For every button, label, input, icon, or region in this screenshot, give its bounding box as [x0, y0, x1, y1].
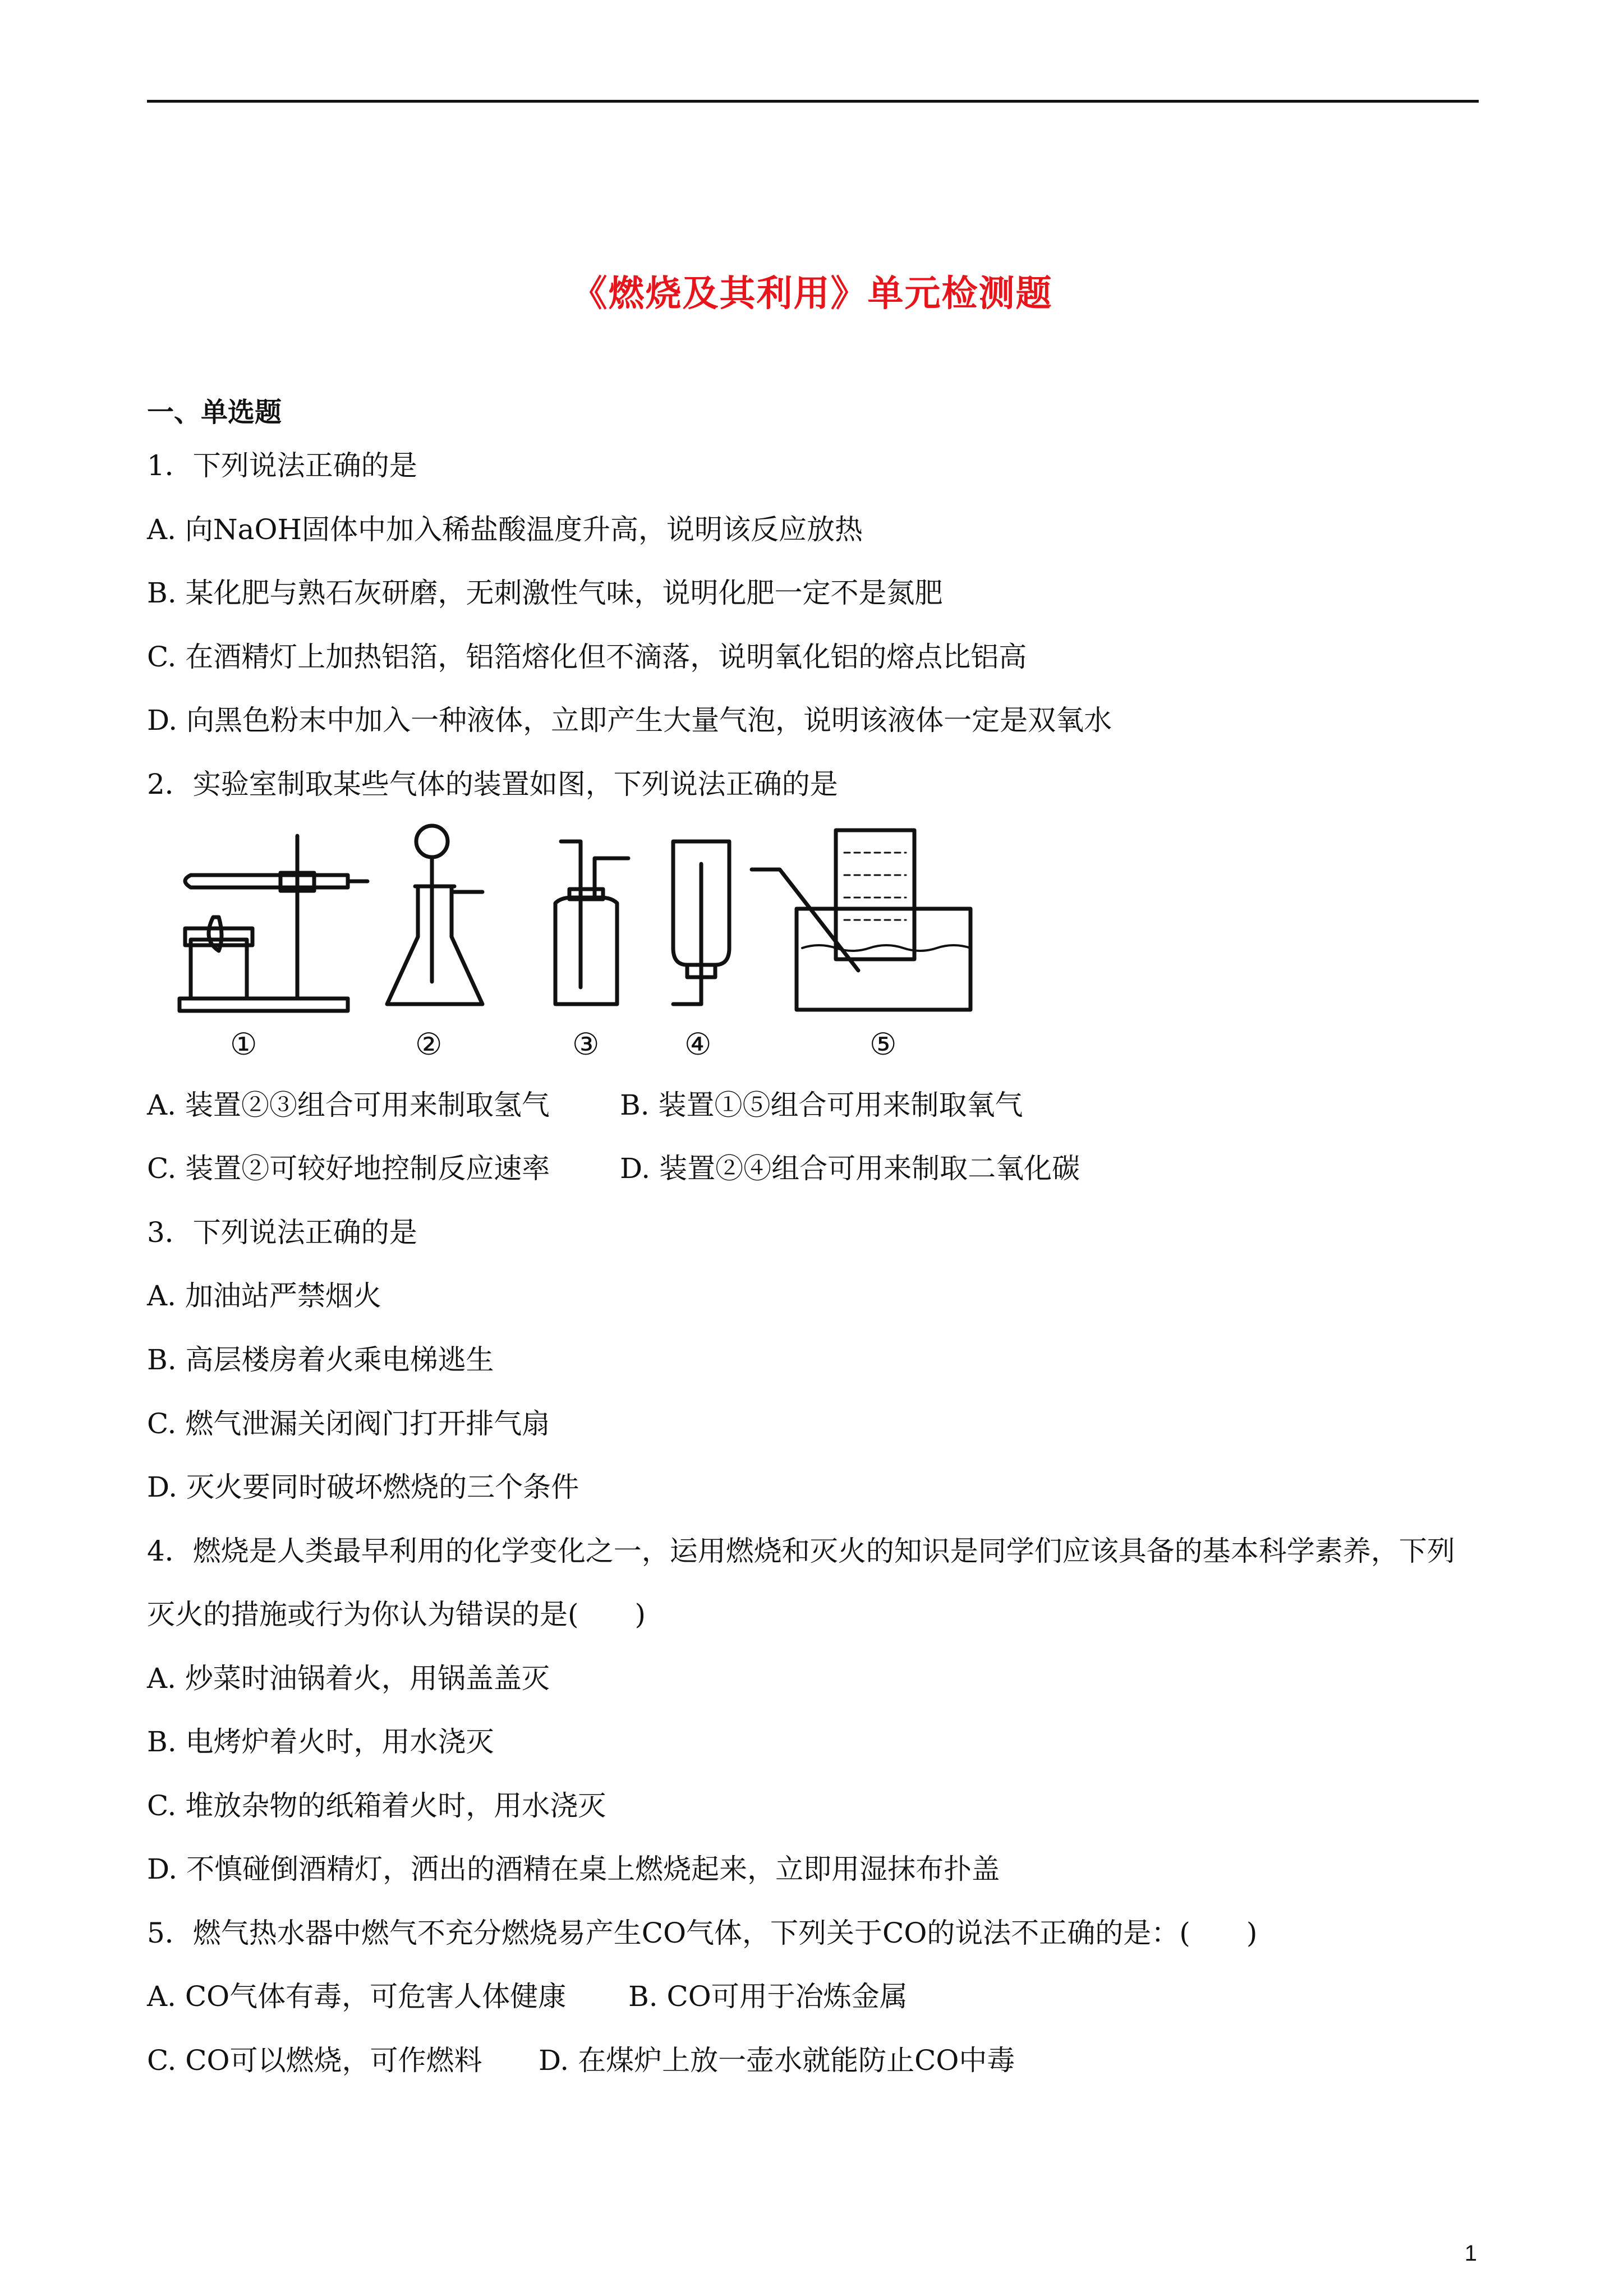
apparatus-5-water-trough [752, 830, 970, 1010]
apparatus-3-bottle [555, 841, 628, 1004]
question-3-option-d: D. 灭火要同时破坏燃烧的三个条件 [147, 1471, 579, 1503]
question-5-option-c: C. CO可以燃烧，可作燃料 [147, 2044, 482, 2077]
question-4-stem: 4．燃烧是人类最早利用的化学变化之一，运用燃烧和灭火的知识是同学们应该具备的基本科学素养，下列 [147, 1535, 1455, 1567]
header-rule [147, 100, 1479, 103]
question-4-option-b: B. 电烤炉着火时，用水浇灭 [147, 1726, 494, 1758]
question-5-stem: 5．燃气热水器中燃气不充分燃烧易产生CO气体，下列关于CO的说法不正确的是：( ) [147, 1917, 1258, 1949]
page-title: 《燃烧及其利用》单元检测题 [571, 273, 1053, 315]
question-1-option-c: C. 在酒精灯上加热铝箔，铝箔熔化但不滴落，说明氧化铝的熔点比铝高 [147, 641, 1027, 673]
question-5-option-b: B. CO可用于冶炼金属 [628, 1980, 908, 2013]
question-2-option-d: D. 装置②④组合可用来制取二氧化碳 [620, 1152, 1080, 1185]
question-4-option-a: A. 炒菜时油锅着火，用锅盖盖灭 [147, 1662, 550, 1695]
figure-label-4: ④ [684, 1027, 712, 1062]
section-heading: 一、单选题 [147, 397, 282, 428]
figure-label-3: ③ [572, 1027, 600, 1062]
apparatus-2-flask [387, 826, 482, 1004]
question-4-option-c: C. 堆放杂物的纸箱着火时，用水浇灭 [147, 1789, 606, 1822]
figure-label-2: ② [415, 1027, 443, 1062]
question-2-stem: 2．实验室制取某些气体的装置如图，下列说法正确的是 [147, 768, 838, 800]
question-2-option-a: A. 装置②③组合可用来制取氢气 [147, 1089, 550, 1121]
page-number: 1 [1464, 2241, 1477, 2266]
question-3-option-b: B. 高层楼房着火乘电梯逃生 [147, 1343, 494, 1376]
question-3-stem: 3．下列说法正确的是 [147, 1216, 417, 1249]
apparatus-4-inverted-bottle [673, 841, 729, 1004]
question-1-option-d: D. 向黑色粉末中加入一种液体，立即产生大量气泡，说明该液体一定是双氧水 [147, 704, 1112, 737]
question-2-option-c: C. 装置②可较好地控制反应速率 [147, 1152, 550, 1185]
figure-label-5: ⑤ [869, 1027, 897, 1062]
question-1-option-a: A. 向NaOH固体中加入稀盐酸温度升高，说明该反应放热 [147, 513, 863, 546]
question-3-option-c: C. 燃气泄漏关闭阀门打开排气扇 [147, 1407, 550, 1440]
question-1-stem: 1．下列说法正确的是 [147, 449, 417, 482]
question-5-option-a: A. CO气体有毒，可危害人体健康 [147, 1980, 567, 2013]
question-4-stem-continued: 灭火的措施或行为你认为错误的是( ) [147, 1598, 646, 1631]
question-5-option-d: D. 在煤炉上放一壶水就能防止CO中毒 [539, 2044, 1015, 2077]
question-3-option-a: A. 加油站严禁烟火 [147, 1280, 381, 1312]
question-1-option-b: B. 某化肥与熟石灰研磨，无刺激性气味，说明化肥一定不是氮肥 [147, 577, 943, 609]
question-2-option-b: B. 装置①⑤组合可用来制取氧气 [620, 1089, 1023, 1121]
figure-label-1: ① [230, 1027, 257, 1062]
apparatus-figure [168, 819, 987, 1066]
question-4-option-d: D. 不慎碰倒酒精灯，洒出的酒精在桌上燃烧起来，立即用湿抹布扑盖 [147, 1853, 1000, 1885]
apparatus-1-heating-tube [180, 836, 367, 1011]
